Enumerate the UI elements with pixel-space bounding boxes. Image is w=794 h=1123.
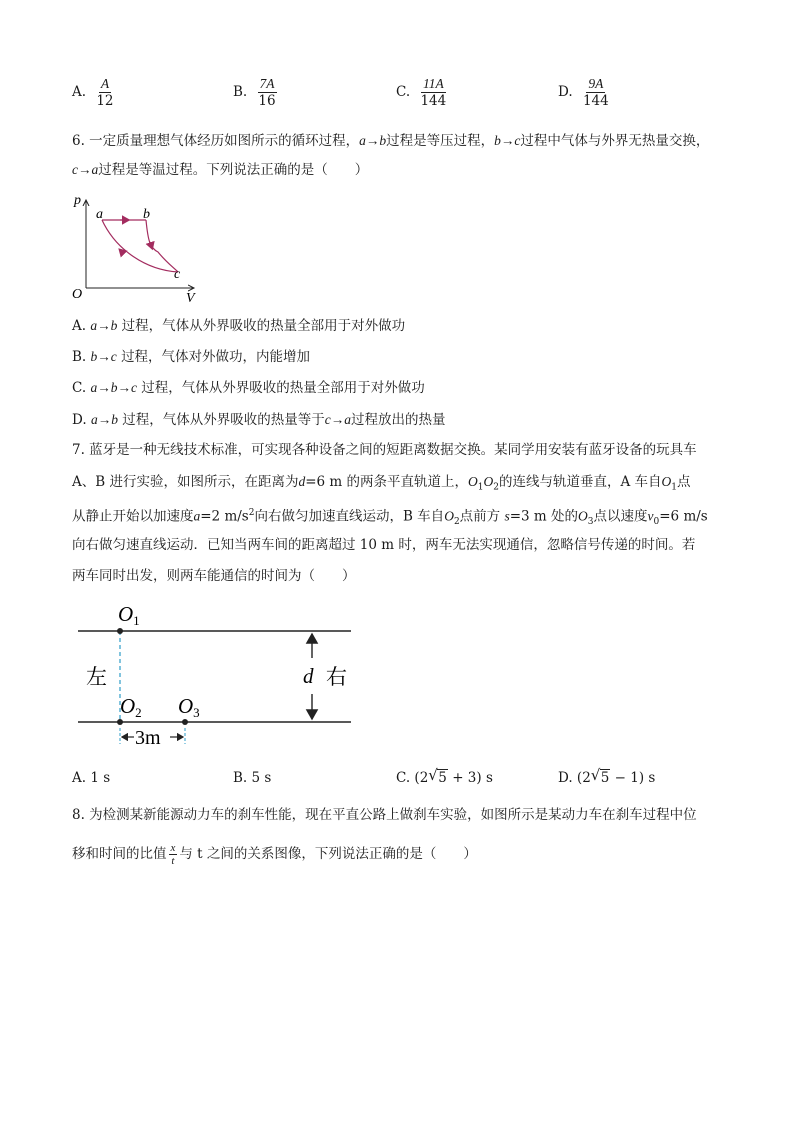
p-label: p bbox=[74, 193, 81, 208]
dist-label: 3m bbox=[135, 727, 161, 749]
q7-stem-line2: A、B 进行实验，如图所示，在距离为d=6 m 的两条平直轨道上，$O_1O_2$的连线与轨道垂直，A 车自$O_1$点 bbox=[72, 474, 691, 493]
q7-stem-line4: 向右做匀速直线运动．已知当两车间的距离超过 10 m 时，两车无法实现通信，忽略信号传递的时间。若 bbox=[72, 537, 696, 553]
q5-option-b: B. $\frac{7A}{16}$ bbox=[233, 76, 276, 109]
q5-option-c: C. $\frac{11A}{144}$ bbox=[396, 76, 447, 109]
origin-label: O bbox=[72, 287, 83, 302]
q7-option-b: B. 5 s bbox=[233, 770, 272, 786]
point-o1 bbox=[117, 628, 123, 634]
q7-option-d: D. (2 √ 5 − 1) s bbox=[558, 766, 656, 786]
q6-stem-line2: c→a过程是等温过程。下列说法正确的是（ ） bbox=[72, 162, 369, 178]
o3-label: O3 bbox=[178, 694, 200, 720]
v-label: V bbox=[186, 291, 195, 306]
q5-option-a: A. $\frac{A}{12}$ bbox=[72, 76, 114, 109]
o2-label: O2 bbox=[120, 694, 142, 720]
right-label: 右 bbox=[326, 665, 347, 689]
track-diagram bbox=[66, 596, 366, 750]
point-c-label: c bbox=[174, 267, 181, 282]
q6-option-b: B. b→c 过程，气体对外做功，内能增加 bbox=[72, 349, 311, 365]
o1-label: O1 bbox=[118, 602, 140, 628]
q6-stem-line1: 6. 一定质量理想气体经历如图所示的循环过程，a→b过程是等压过程，b→c过程中气体与外界无热量交换， bbox=[72, 133, 710, 149]
q8-stem-line1: 8. 为检测某新能源动力车的刹车性能，现在平直公路上做刹车实验，如图所示是某动力车在刹车过程中位 bbox=[72, 807, 697, 823]
q7-stem-line3: 从静止开始以加速度a=2 $m/s^2$向右做匀加速直线运动，B 车自$O_2$点前方 s=3 m 处的$O_3$点以速度$v_0=6$ m/s bbox=[72, 508, 708, 528]
d-label: d bbox=[303, 664, 314, 688]
pv-diagram bbox=[66, 186, 206, 306]
q7-option-a: A. 1 s bbox=[72, 770, 111, 786]
point-a-label: a bbox=[96, 207, 103, 222]
curve-ca bbox=[102, 220, 178, 272]
q8-stem-line2: 移和时间的比值 $\frac{x}{t}$ 与 t 之间的关系图像，下列说法正确的是（ ） bbox=[72, 842, 477, 867]
point-b-label: b bbox=[143, 207, 150, 222]
q7-option-c: C. (2 √ 5 + 3) s bbox=[396, 766, 493, 786]
q5-option-d: D. $\frac{9A}{144}$ bbox=[558, 76, 609, 109]
q6-option-d: D. a→b 过程，气体从外界吸收的热量等于c→a过程放出的热量 bbox=[72, 412, 446, 428]
q6-option-c: C. a→b→c 过程，气体从外界吸收的热量全部用于对外做功 bbox=[72, 380, 425, 396]
point-o2 bbox=[117, 719, 123, 725]
point-o3 bbox=[182, 719, 188, 725]
q7-stem-line1: 7. 蓝牙是一种无线技术标准，可实现各种设备之间的短距离数据交换。某同学用安装有蓝牙设备的玩具车 bbox=[72, 442, 697, 458]
left-label: 左 bbox=[86, 665, 107, 689]
q6-option-a: A. a→b 过程，气体从外界吸收的热量全部用于对外做功 bbox=[72, 318, 406, 334]
q7-stem-line5: 两车同时出发，则两车能通信的时间为（ ） bbox=[72, 568, 356, 584]
